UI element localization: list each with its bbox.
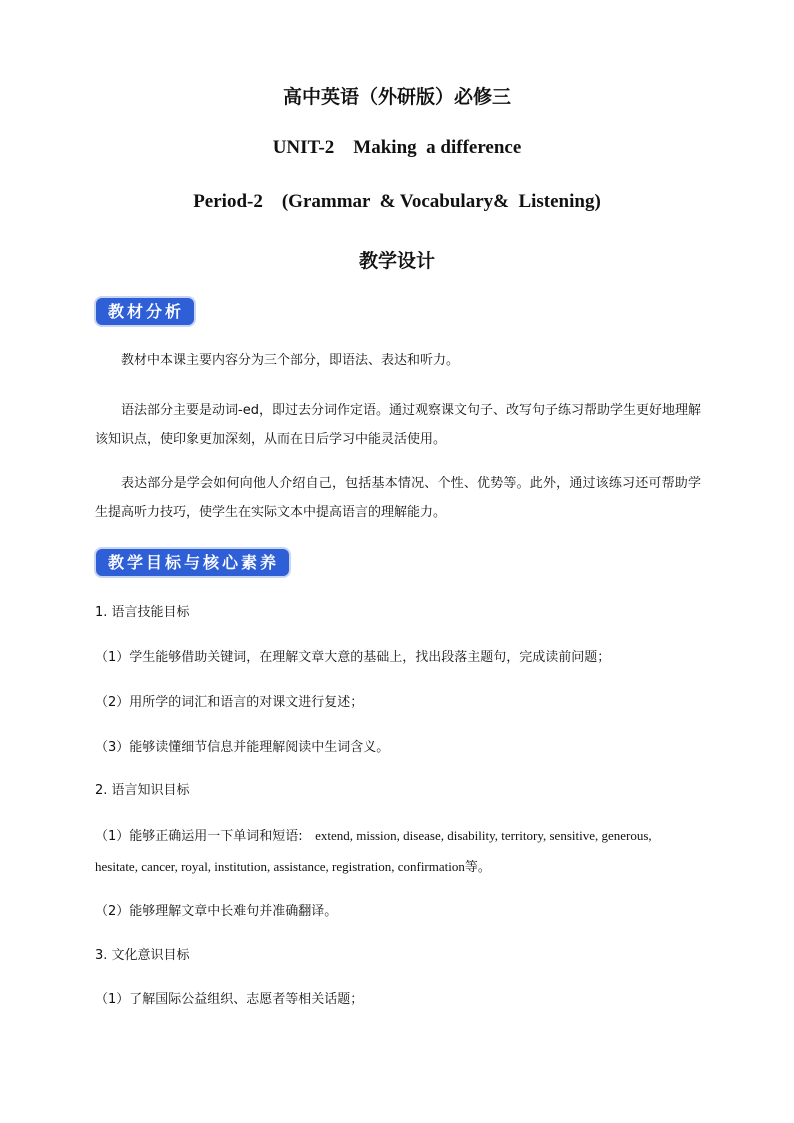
document-type-title: 教学设计: [358, 250, 435, 272]
objective-item: （1）学生能够借助关键词，在理解文章大意的基础上，找出段落主题句，完成读前问题；: [95, 650, 611, 665]
objective-heading-language-skills: 1. 语言技能目标: [95, 605, 190, 620]
objective-heading-language-knowledge: 2. 语言知识目标: [95, 783, 190, 798]
analysis-paragraph-2: 语法部分主要是动词-ed，即过去分词作定语。通过观察课文句子、改写句子练习帮助学生更好地理解该知识点，使印象更加深刻，从而在日后学习中能灵活使用。: [95, 403, 701, 447]
section-badge-teaching-objectives: 教学目标与核心素养: [96, 549, 289, 576]
course-title: 高中英语（外研版）必修三: [282, 86, 511, 108]
vocabulary-list-line-1: extend, mission, disease, disability, territory, sensitive, generous,: [315, 828, 652, 843]
vocabulary-list-line-2: hesitate, cancer, royal, institution, assistance, registration, confirmation: [95, 859, 465, 874]
section-badge-textbook-analysis: 教材分析: [96, 298, 194, 325]
period-title: Period-2 (Grammar & Vocabulary& Listening): [193, 191, 601, 212]
analysis-paragraph-1: 教材中本课主要内容分为三个部分，即语法、表达和听力。: [121, 353, 460, 368]
analysis-paragraph-3: 表达部分是学会如何向他人介绍自己，包括基本情况、个性、优势等。此外，通过该练习还可帮助学生提高听力技巧，使学生在实际文本中提高语言的理解能力。: [95, 476, 701, 520]
objective-heading-cultural-awareness: 3. 文化意识目标: [95, 948, 190, 963]
vocabulary-objective-continued: [95, 852, 703, 883]
objective-item: （2）能够理解文章中长难句并准确翻译。: [95, 904, 338, 919]
objective-item: （2）用所学的词汇和语言的对课文进行复述；: [95, 695, 364, 710]
vocabulary-objective: [95, 821, 703, 852]
objective-item: （1）了解国际公益组织、志愿者等相关话题；: [95, 992, 364, 1007]
vocabulary-suffix: 等。: [464, 860, 491, 875]
unit-title: UNIT-2 Making a difference: [272, 137, 522, 158]
objective-item: （3）能够读懂细节信息并能理解阅读中生词含义。: [95, 740, 390, 755]
vocabulary-objective-label: （1）能够正确运用一下单词和短语:: [95, 829, 303, 844]
